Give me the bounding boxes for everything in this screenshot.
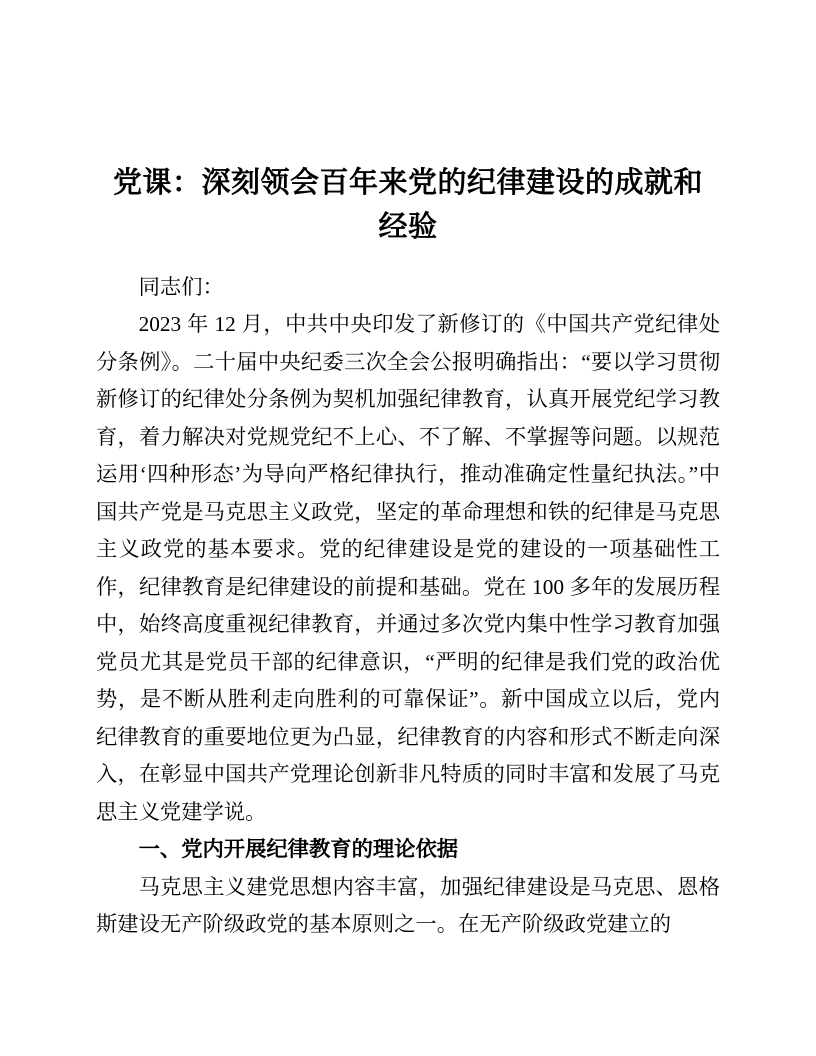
salutation-paragraph: 同志们： xyxy=(138,274,224,299)
document-title-line-2: 经验 xyxy=(378,211,438,244)
document-title-line-1: 党课：深刻领会百年来党的纪律建设的成就和 xyxy=(112,167,703,200)
intro-paragraph: 2023 年 12 月，中共中央印发了新修订的《中国共产党纪律处分条例》。二十届中央纪委三次全会公报明确指出：“要以学习贯彻新修订的纪律处分条例为契机加强纪律教育，认真开展党纪学习教育，着力解决对党规党纪不上心、不了解、不掌握等问题。以规范运用‘四种形态’为导向严格纪律执行，推动准确定性量纪执法。”中国共产党是马克思主义政党，坚定的革命理想和铁的纪律是马克思主义政党的基本要求。党的纪律建设是党的建设的一项基础性工作，纪律教育是纪律建设的前提和基础。党在 100 多年的发展历程中，始终高度重视纪律教育，并通过多次党内集中性学习教育加强党员尤其是党员干部的纪律意识，“严明的纪律是我们党的政治优势，是不断从胜利走向胜利的可靠保证”。新中国成立以后，党内纪律教育的重要地位更为凸显，纪律教育的内容和形式不断走向深入，在彰显中国共产党理论创新非凡特质的同时丰富和发展了马克思主义党建学说。 xyxy=(96,312,720,824)
section-1-heading: 一、党内开展纪律教育的理论依据 xyxy=(138,837,459,862)
section-1-body-paragraph: 马克思主义建党思想内容丰富，加强纪律建设是马克思、恩格斯建设无产阶级政党的基本原则之一。在无产阶级政党建立的 xyxy=(96,874,720,937)
document-title xyxy=(96,161,720,249)
